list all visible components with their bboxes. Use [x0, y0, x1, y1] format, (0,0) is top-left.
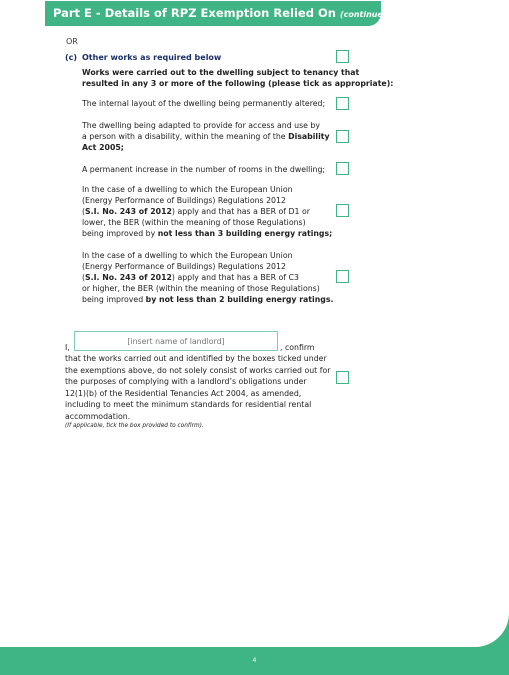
or-label: OR — [66, 37, 78, 46]
checkbox-internal-layout[interactable] — [336, 97, 349, 110]
option-3-line: A permanent increase in the number of rooms in the dwelling; — [82, 165, 326, 174]
option-5-line-3 — [82, 272, 333, 283]
option-c-checkbox[interactable] — [336, 50, 349, 63]
option-room-increase — [82, 164, 325, 175]
declaration-note: (If applicable, tick the box provided to confirm). — [65, 423, 204, 429]
intro-line-1: Works were carried out to the dwelling subject to tenancy that — [82, 68, 360, 77]
section-title-text: Part E - Details of RPZ Exemption Relied On — [53, 6, 336, 20]
option-5-line-2: (Energy Performance of Buildings) Regulations 2012 — [82, 262, 286, 271]
declaration-confirm: , confirm — [280, 343, 315, 352]
option-4-ratings: not less than 3 building energy ratings; — [157, 229, 333, 238]
option-internal-layout — [82, 98, 325, 109]
checkbox-room-increase[interactable] — [336, 162, 349, 175]
intro-line-2: resulted in any 3 or more of the following (please tick as appropriate): — [82, 79, 394, 88]
section-title-continued: (continued) — [339, 10, 393, 19]
option-5-improved: being improved — [82, 295, 146, 304]
option-disability-access — [82, 120, 330, 153]
option-1-line: The internal layout of the dwelling being permanently altered; — [82, 99, 326, 108]
option-2-line-1: The dwelling being adapted to provide for access and use by — [82, 121, 320, 130]
option-c-label: (c) — [65, 53, 78, 62]
option-4-si: S.I. No. 243 of 2012 — [85, 207, 172, 216]
option-4-ber: ) apply and that has a BER of D1 or — [171, 207, 310, 216]
option-4-improved: being improved by — [82, 229, 158, 238]
option-4-line-5 — [82, 228, 332, 239]
checkbox-ber-c3[interactable] — [336, 270, 349, 283]
declaration-line: that the works carried out and identified by the boxes ticked under — [65, 354, 327, 363]
landlord-name-input[interactable] — [74, 331, 278, 351]
footer-curve-decoration — [475, 613, 509, 647]
option-5-paren: ( — [82, 273, 86, 282]
option-5-ratings: by not less than 2 building energy ratings. — [145, 295, 334, 304]
option-c-title: Other works as required below — [82, 53, 222, 62]
option-2-bold: Disability — [288, 132, 330, 141]
option-ber-d1 — [82, 184, 332, 239]
page-number: 4 — [252, 656, 257, 664]
option-5-ber: ) apply and that has a BER of C3 — [171, 273, 299, 282]
checkbox-ber-d1[interactable] — [336, 204, 349, 217]
declaration-line: 12(1)(b) of the Residential Tenancies Act 2004, as amended, — [65, 388, 302, 398]
option-4-line-3 — [82, 206, 332, 217]
option-2-line-3: Act 2005; — [82, 143, 124, 152]
declaration-prefix: I, — [65, 343, 70, 352]
section-title — [53, 6, 392, 20]
option-5-line-5 — [82, 294, 333, 305]
option-2-line-2 — [82, 131, 330, 142]
declaration-line: accommodation. — [65, 411, 131, 421]
intro-text — [82, 67, 393, 89]
checkbox-disability-access[interactable] — [336, 130, 349, 143]
checkbox-declaration[interactable] — [336, 371, 349, 384]
option-2-text: a person with a disability, within the meaning of the — [82, 132, 289, 141]
declaration-text — [65, 353, 330, 422]
declaration-line: the purposes of complying with a landlord’s obligations under — [65, 377, 307, 386]
declaration-line: including to meet the minimum standards for residential rental — [65, 400, 312, 409]
option-4-line-4: lower, the BER (within the meaning of those Regulations) — [82, 218, 306, 227]
option-ber-c3 — [82, 250, 333, 305]
section-header — [45, 1, 393, 26]
option-5-line-1: In the case of a dwelling to which the European Union — [82, 251, 293, 260]
option-5-line-4: or higher, the BER (within the meaning of those Regulations) — [82, 284, 320, 293]
option-4-paren: ( — [82, 207, 86, 216]
declaration-line: the exemptions above, do not solely consist of works carried out for — [65, 365, 331, 375]
option-4-line-2: (Energy Performance of Buildings) Regulations 2012 — [82, 196, 286, 205]
option-4-line-1: In the case of a dwelling to which the European Union — [82, 185, 293, 194]
option-5-si: S.I. No. 243 of 2012 — [85, 273, 172, 282]
